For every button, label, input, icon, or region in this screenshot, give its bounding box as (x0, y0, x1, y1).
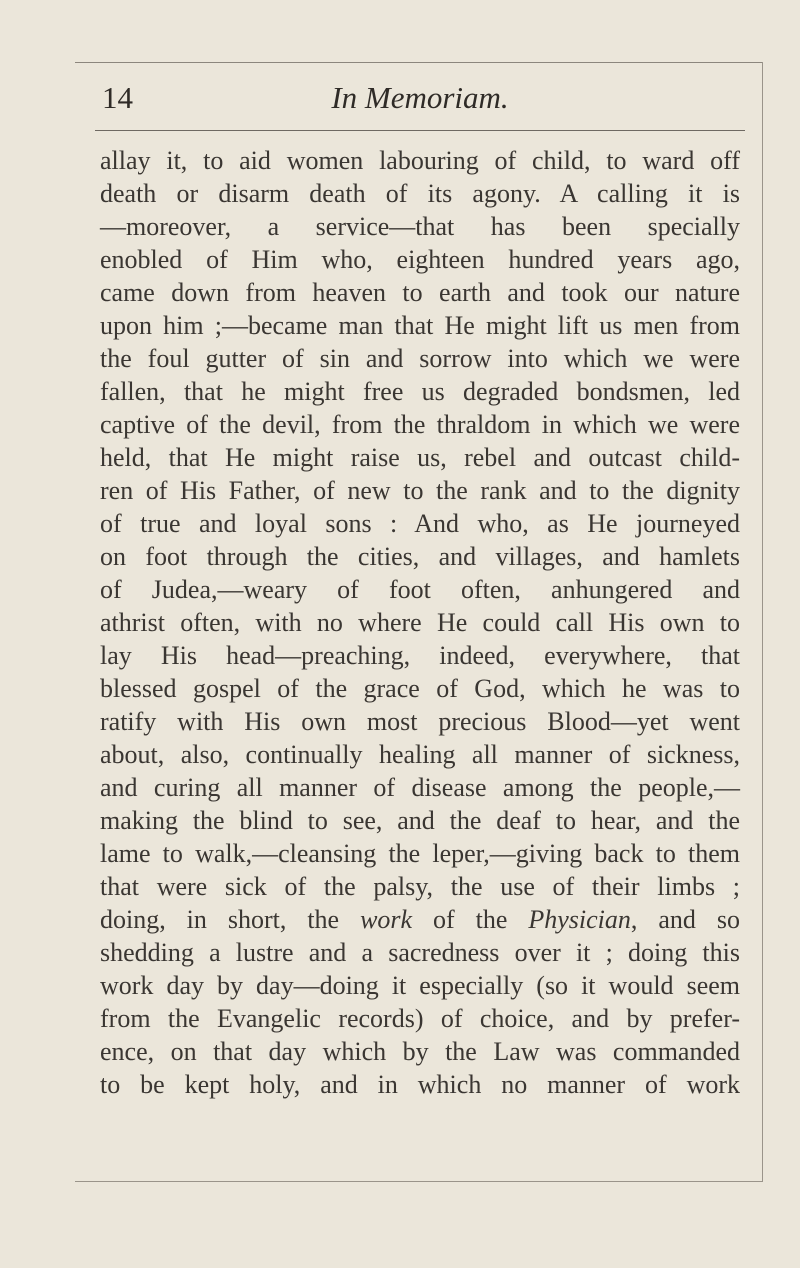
text-line: about, also, continually healing all manner of sickness, (100, 740, 740, 769)
text-line: the foul gutter of sin and sorrow into which we were (100, 344, 740, 373)
text-segment: , and so (630, 905, 740, 934)
text-line: held, that He might raise us, rebel and outcast child- (100, 443, 740, 472)
text-line: lay His head—preaching, indeed, everywhere, that (100, 641, 740, 670)
text-line: enobled of Him who, eighteen hundred years ago, (100, 245, 740, 274)
text-line: —moreover, a service—that has been specially (100, 212, 740, 241)
text-line: athrist often, with no where He could call His own to (100, 608, 740, 637)
text-line: from the Evangelic records) of choice, and by prefer- (100, 1004, 740, 1033)
page-border-right (762, 62, 763, 1182)
text-line: ence, on that day which by the Law was commanded (100, 1037, 740, 1066)
emphasis-work: work (360, 905, 413, 934)
emphasis-physician: Physician (528, 905, 631, 934)
text-line: of Judea,—weary of foot often, anhungered and (100, 575, 740, 604)
text-line: fallen, that he might free us degraded bondsmen, led (100, 377, 740, 406)
text-line: lame to walk,—cleansing the leper,—giving back to them (100, 839, 740, 868)
text-line: ratify with His own most precious Blood—yet went (100, 707, 740, 736)
text-line: to be kept holy, and in which no manner of work (100, 1070, 740, 1099)
text-line-emphasis (100, 903, 740, 936)
text-line: work day by day—doing it especially (so it would seem (100, 971, 740, 1000)
text-line: making the blind to see, and the deaf to hear, and the (100, 806, 740, 835)
text-line: came down from heaven to earth and took our nature (100, 278, 740, 307)
text-line: and curing all manner of disease among the people,— (100, 773, 740, 802)
body-text (100, 144, 740, 1101)
text-line: on foot through the cities, and villages, and hamlets (100, 542, 740, 571)
header-rule (95, 130, 745, 131)
page-number: 14 (102, 80, 133, 115)
text-line: that were sick of the palsy, the use of their limbs ; (100, 872, 740, 901)
running-title: In Memoriam. (331, 80, 509, 115)
text-segment: of the (412, 905, 529, 934)
text-segment: doing, in short, the (100, 905, 361, 934)
text-line: of true and loyal sons : And who, as He journeyed (100, 509, 740, 538)
text-line: upon him ;—became man that He might lift us men from (100, 311, 740, 340)
text-line: captive of the devil, from the thraldom in which we were (100, 410, 740, 439)
text-line: blessed gospel of the grace of God, which he was to (100, 674, 740, 703)
text-line: allay it, to aid women labouring of child, to ward off (100, 146, 740, 175)
page-border-bottom (75, 1181, 763, 1182)
text-line: ren of His Father, of new to the rank and to the dignity (100, 476, 740, 505)
page-header (100, 78, 740, 118)
page-border-top (75, 62, 763, 63)
text-line: shedding a lustre and a sacredness over it ; doing this (100, 938, 740, 967)
text-line: death or disarm death of its agony. A calling it is (100, 179, 740, 208)
